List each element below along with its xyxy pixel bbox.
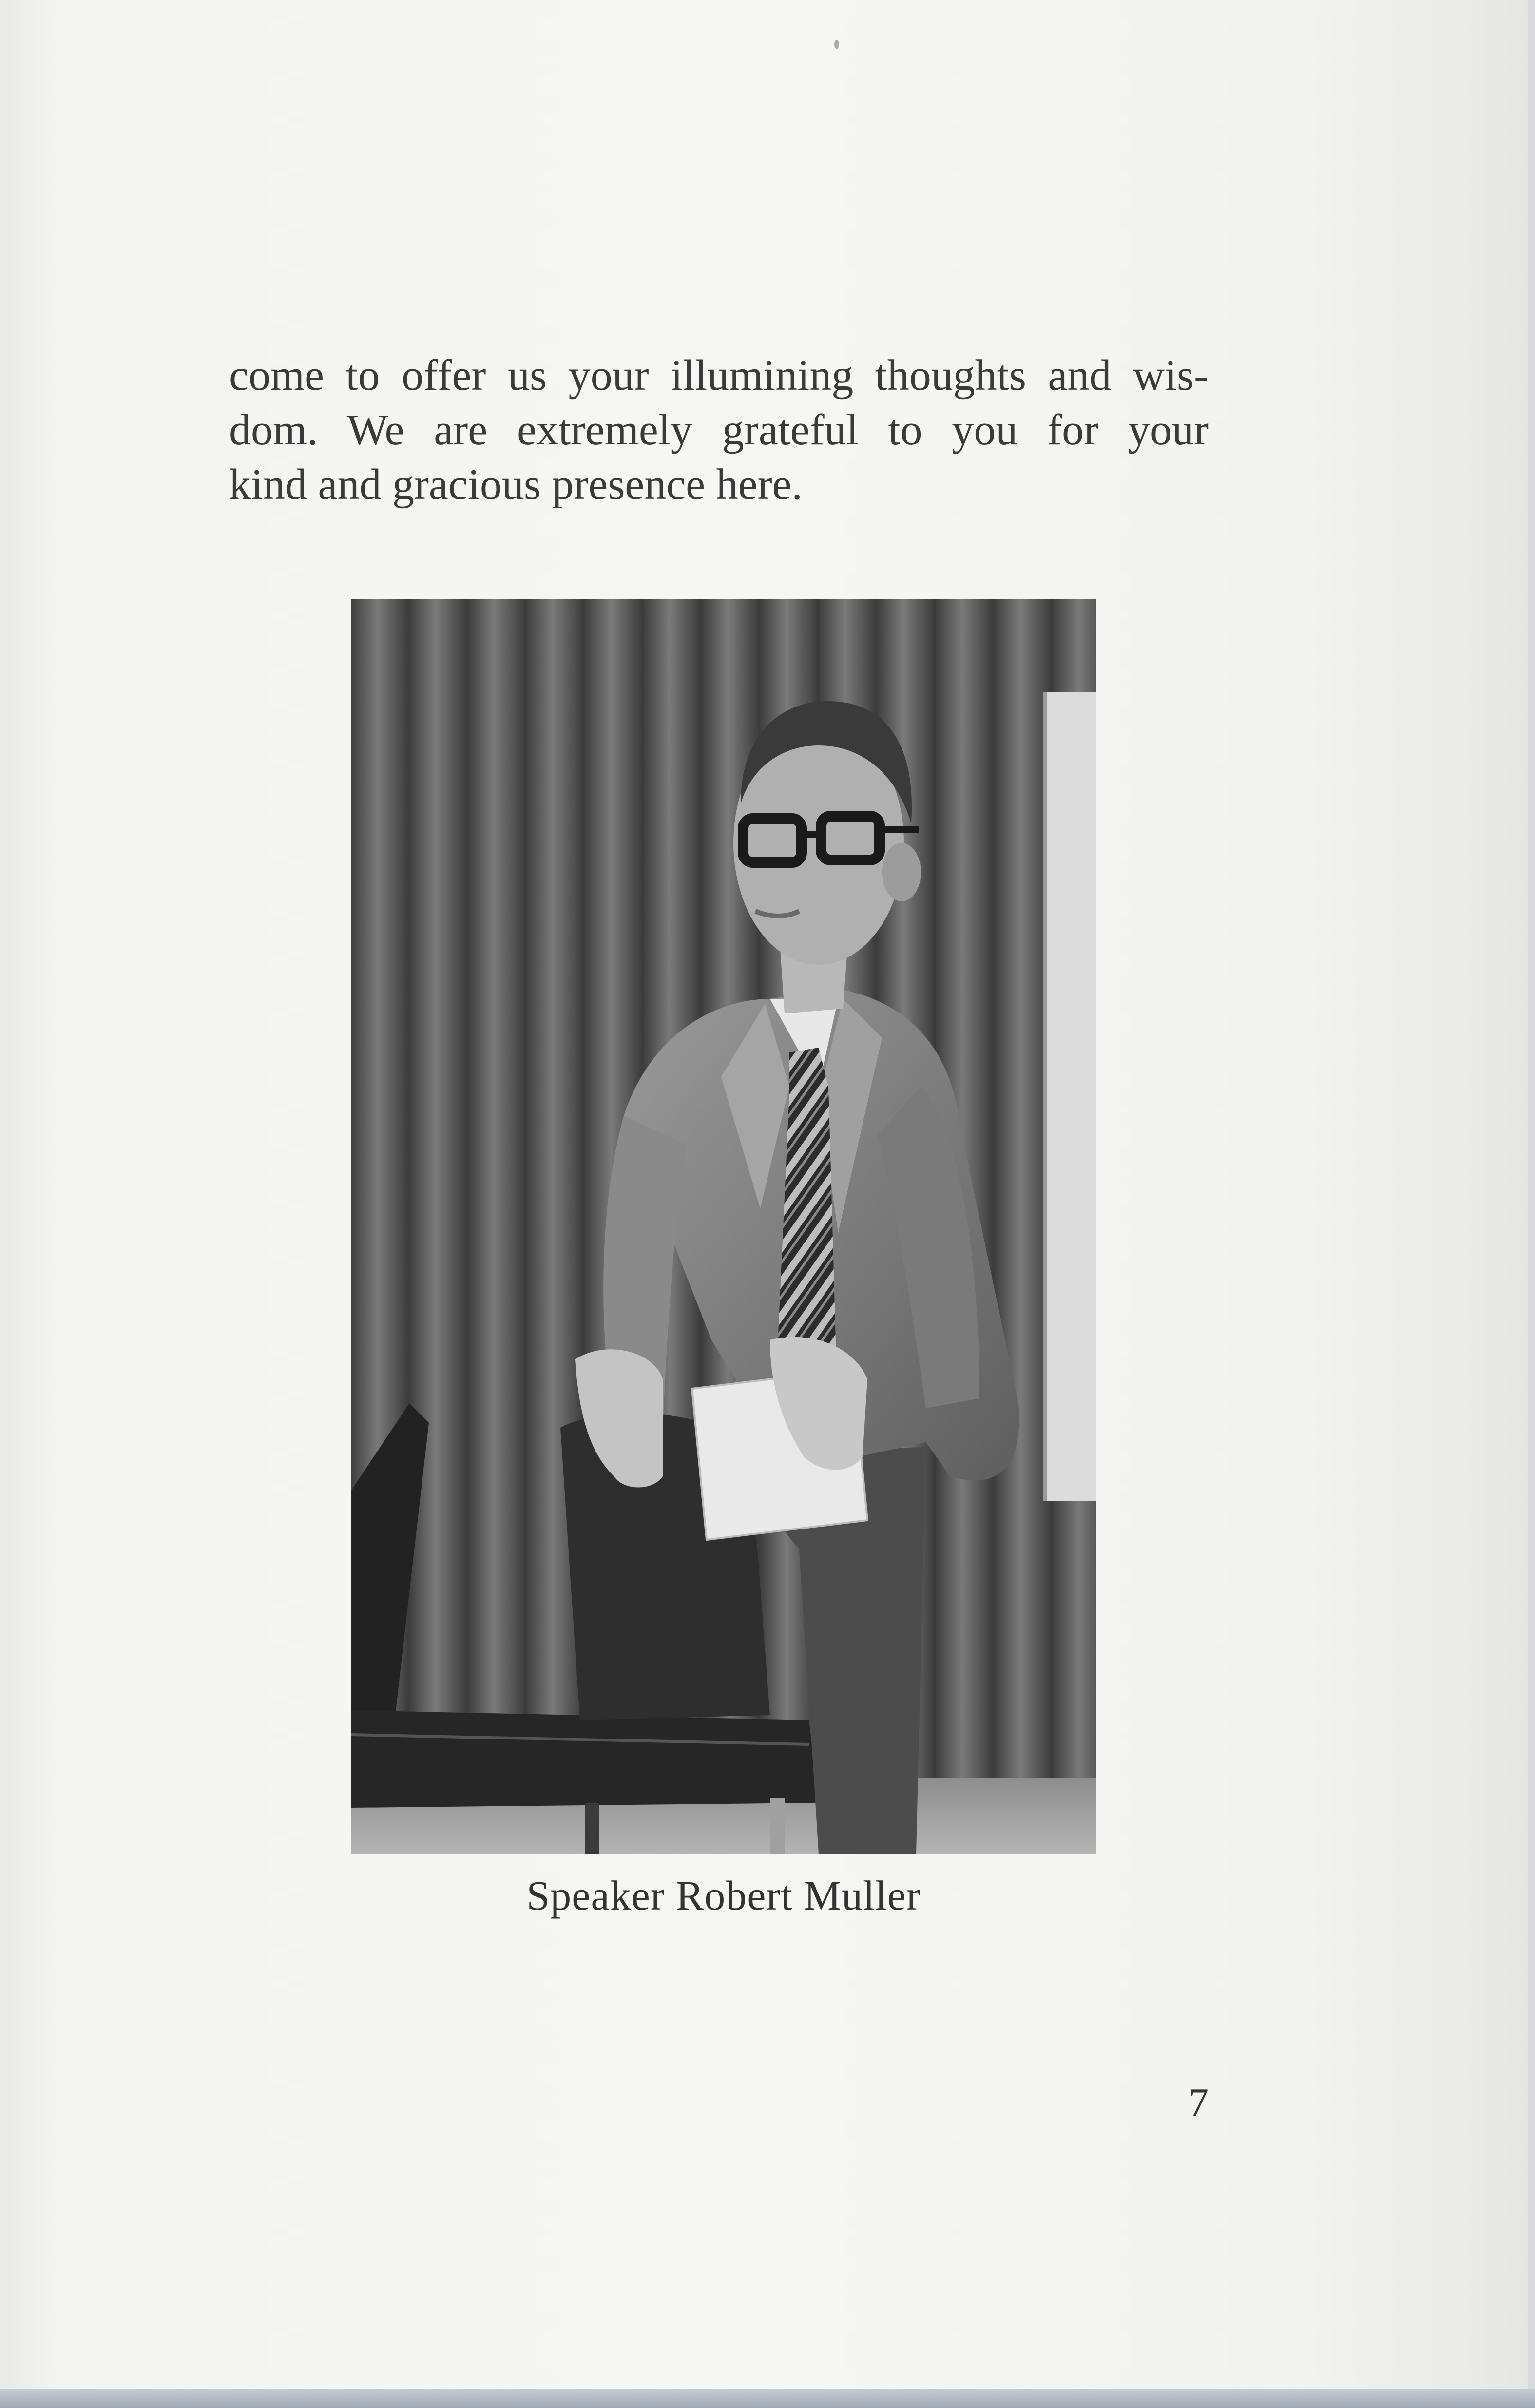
chair-seat bbox=[351, 1710, 819, 1808]
speaker-photograph bbox=[351, 599, 1096, 1854]
body-line: come to offer us your illumining thoughts and wis- bbox=[229, 351, 1209, 400]
chair-leg bbox=[585, 1803, 599, 1854]
scan-bottom-edge bbox=[0, 2389, 1535, 2408]
body-paragraph bbox=[229, 348, 1209, 512]
body-line: dom. We are extremely grateful to you for your bbox=[229, 406, 1209, 454]
page-number: 7 bbox=[1189, 2080, 1209, 2124]
photo-caption: Speaker Robert Muller bbox=[526, 1872, 921, 1919]
body-line: kind and gracious presence here. bbox=[229, 460, 803, 509]
print-speck bbox=[834, 40, 839, 49]
chair-leg bbox=[770, 1798, 785, 1854]
eyeglasses-arm bbox=[880, 826, 919, 833]
eyeglasses-bridge bbox=[799, 831, 824, 838]
photo-illustration bbox=[351, 599, 1096, 1854]
page-edge-right bbox=[1528, 0, 1535, 2408]
easel-board bbox=[1043, 692, 1096, 1501]
easel-board-edge bbox=[1043, 692, 1047, 1501]
ear bbox=[882, 843, 921, 901]
